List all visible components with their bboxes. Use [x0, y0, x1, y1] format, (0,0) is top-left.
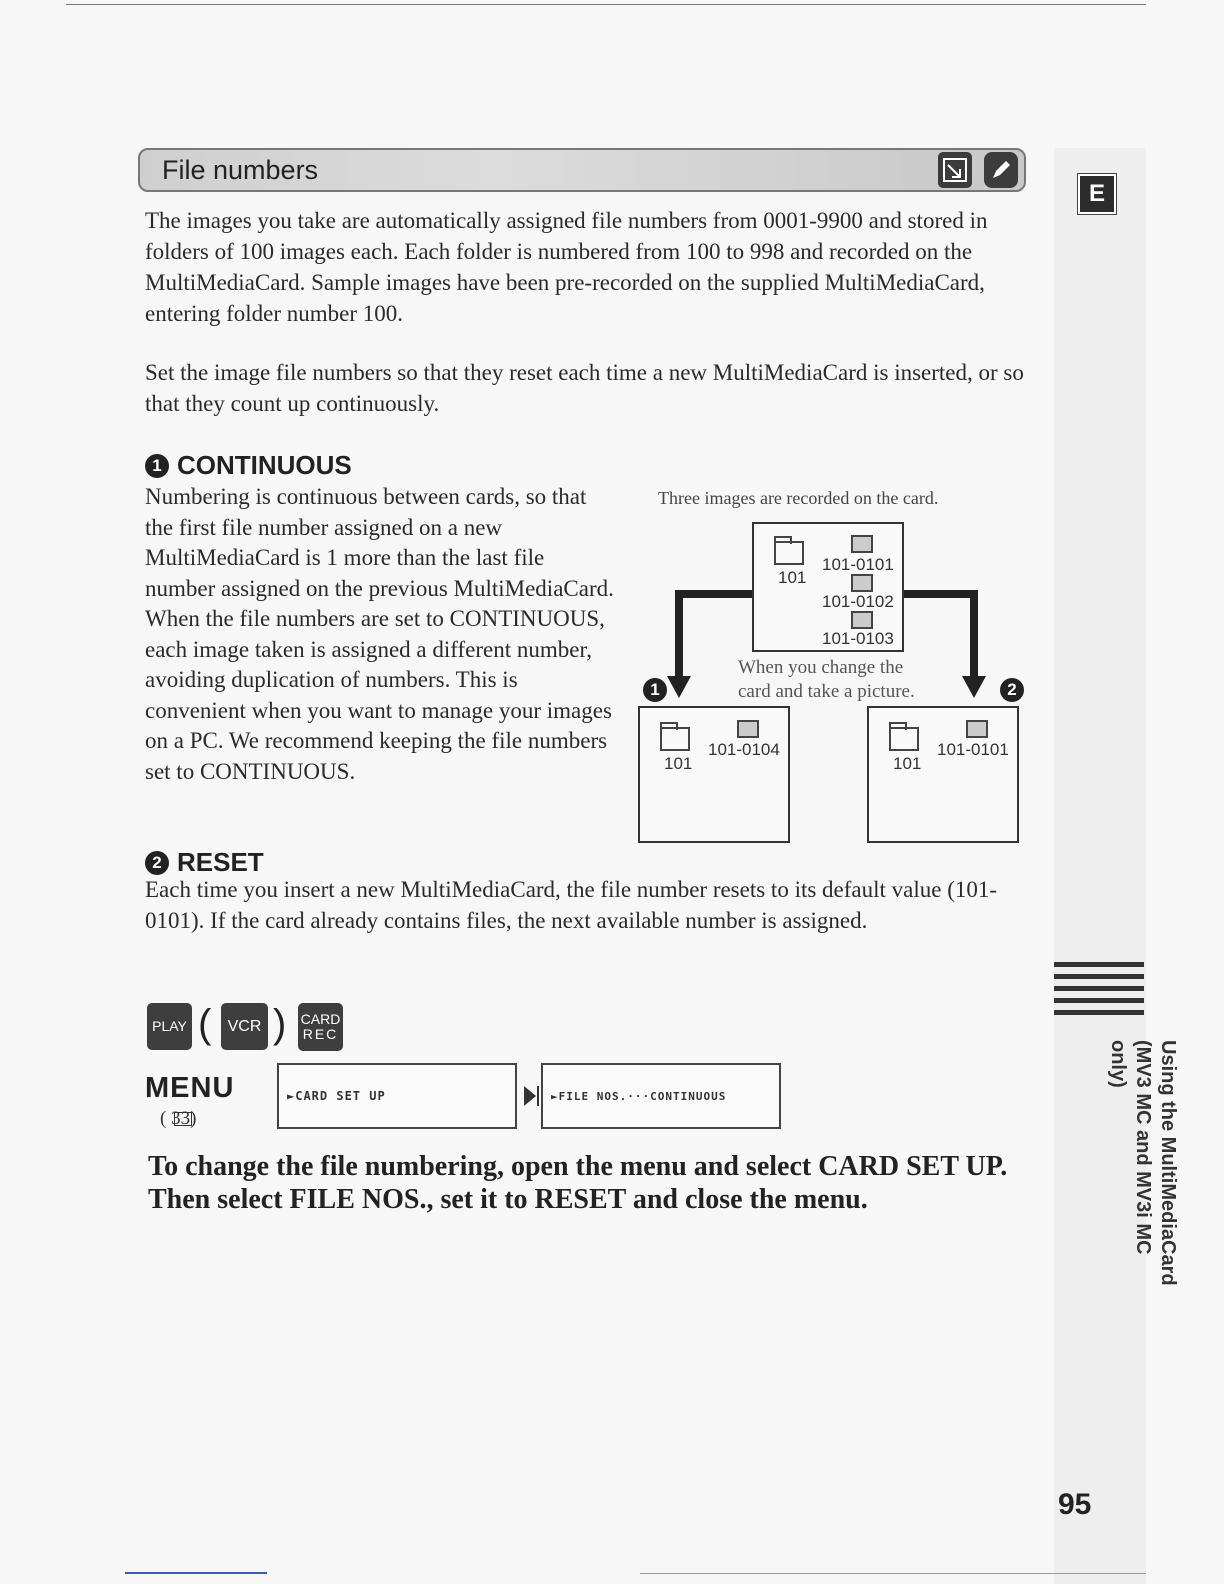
card-rec-key-top: CARD	[300, 1011, 341, 1027]
left-card-file: 101-0104	[708, 740, 780, 759]
top-card-folder-label: 101	[778, 568, 807, 587]
vcr-key: VCR	[221, 1003, 268, 1050]
image-thumbnail-icon	[851, 611, 873, 629]
diagram-caption: Three images are recorded on the card.	[658, 488, 939, 508]
chapter-title	[1020, 1040, 1180, 1300]
number-2-icon: 2	[1000, 678, 1024, 702]
reset-body: Each time you insert a new MultiMediaCard, the file number resets to its default value (101-0101). If the card already contains files, the next available number is assigned.	[145, 877, 998, 933]
play-key: PLAY	[147, 1003, 192, 1050]
right-card-file: 101-0101	[937, 740, 1009, 759]
folder-icon	[660, 727, 690, 751]
number-2-icon: 2	[145, 851, 169, 875]
top-card-file-1: 101-0101	[822, 555, 894, 574]
image-thumbnail-icon	[737, 720, 759, 738]
reset-heading-text: RESET	[177, 847, 264, 877]
top-card-file-3: 101-0103	[822, 629, 894, 648]
continuous-heading	[145, 450, 352, 481]
bottom-rule-left	[125, 1572, 267, 1574]
diagram-note-line-1: When you change the	[738, 657, 904, 678]
section-title: File numbers	[162, 155, 319, 185]
top-card-file-2: 101-0102	[822, 592, 894, 611]
intro-paragraph-2: Set the image file numbers so that they reset each time a new MultiMediaCard is inserted, or so that they count up continuously.	[145, 360, 1024, 416]
chapter-title-line-2: (MV3 MC and MV3i MC only)	[1107, 1040, 1154, 1255]
diagram-note-line-2: card and take a picture.	[738, 681, 915, 702]
top-rule	[66, 4, 1146, 5]
open-paren: (	[198, 1002, 212, 1046]
right-card-folder-label: 101	[893, 754, 922, 773]
continuous-body: Numbering is continuous between cards, so that the first file number assigned on a new MultiMediaCard is 1 more than the last file number assigned on the previous MultiMediaCard. When the file numbers are set to CONTINUOUS, each image taken is assigned a different number, avoiding duplication of numbers. This is convenient when you want to manage your images on a PC. We recommend keeping the file numbers set to CONTINUOUS.	[145, 484, 614, 784]
pen-mode-icon	[984, 152, 1018, 188]
page-number: 95	[1058, 1488, 1092, 1521]
side-margin	[1054, 148, 1146, 1584]
menu-label: MENU	[145, 1072, 235, 1104]
next-step-arrow-icon	[522, 1084, 540, 1108]
intro-paragraph-1: The images you take are automatically assigned file numbers from 0001-9900 and stored in folders of 100 images each. Each folder is numbered from 100 to 998 and recorded on the MultiMediaCard. Sample images have been pre-recorded on the supplied MultiMediaCard, entering folder number 100.	[145, 208, 988, 326]
diagram-note	[738, 656, 915, 704]
card-rec-key	[298, 1003, 343, 1051]
instruction-text: To change the file numbering, open the menu and select CARD SET UP. Then select FILE NOS., set it to RESET and close the menu.	[148, 1151, 1008, 1215]
chapter-bars	[1054, 962, 1144, 1022]
number-1-icon: 1	[643, 678, 667, 702]
menu-step-file-nos: ►FILE NOS.···CONTINUOUS	[541, 1063, 781, 1129]
continuous-heading-text: CONTINUOUS	[177, 450, 352, 480]
folder-icon	[774, 541, 804, 565]
chapter-title-line-1: Using the MultiMediaCard	[1157, 1040, 1179, 1286]
image-thumbnail-icon	[851, 535, 873, 553]
bottom-rule-right	[640, 1573, 1146, 1574]
image-thumbnail-icon	[966, 720, 988, 738]
menu-step-card-set-up: ►CARD SET UP	[277, 1063, 517, 1129]
menu-page-reference: ( 33)	[160, 1108, 197, 1129]
number-1-icon: 1	[145, 454, 169, 478]
language-tab: E	[1078, 174, 1116, 214]
card-camera-mode-icon	[938, 152, 972, 188]
folder-icon	[889, 727, 919, 751]
left-card-folder-label: 101	[664, 754, 693, 773]
close-paren: )	[273, 1002, 287, 1046]
image-thumbnail-icon	[851, 574, 873, 592]
book-icon	[174, 1112, 192, 1126]
card-rec-key-bottom: REC	[302, 1026, 339, 1042]
